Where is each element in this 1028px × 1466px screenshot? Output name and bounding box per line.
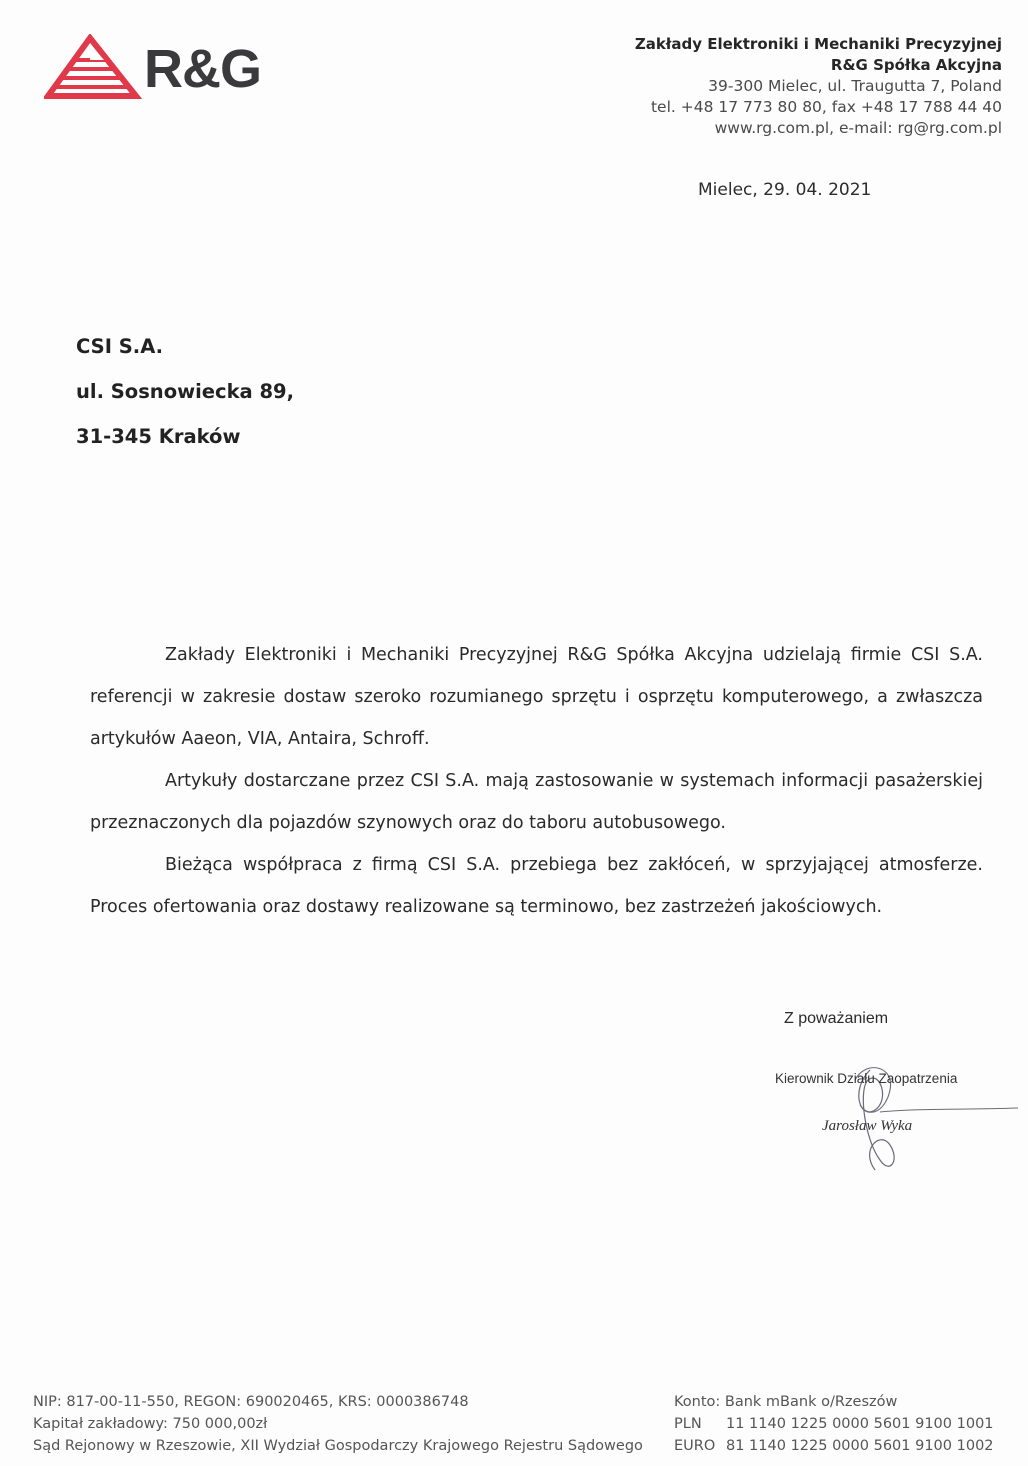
body-paragraph-2: Artykuły dostarczane przez CSI S.A. mają zastosowanie w systemach informacji pasażerskiej przeznaczonych dla pojazdów szynowych oraz do taboru autobusowego. [90, 771, 983, 833]
recipient-address [76, 332, 294, 467]
company-name-line1: Zakłady Elektroniki i Mechaniki Precyzyjnej [634, 35, 1002, 53]
body-paragraph-3: Bieżąca współpraca z firmą CSI S.A. przebiega bez zakłóceń, w sprzyjającej atmosferze. Proces ofertowania oraz dostawy realizowane są terminowo, bez zastrzeżeń jakościowych. [90, 855, 983, 917]
footer-euro-account [674, 1435, 994, 1457]
closing-greeting: Z poważaniem [784, 1010, 889, 1027]
footer-tax-ids: NIP: 817-00-11-550, REGON: 690020465, KRS: 0000386748 [33, 1394, 469, 1410]
footer-registration [33, 1391, 643, 1457]
euro-label: EURO [674, 1438, 716, 1454]
signatory-role: Kierownik Działu Zaopatrzenia [775, 1071, 958, 1086]
company-name-line2: R&G Spółka Akcyjna [830, 56, 1002, 74]
company-address: 39-300 Mielec, ul. Traugutta 7, Poland [708, 77, 1002, 95]
footer-bank [674, 1391, 994, 1457]
footer-pln-account [674, 1413, 994, 1435]
letter-body [90, 634, 983, 928]
pln-label: PLN [674, 1416, 702, 1432]
footer-bank-name: Konto: Bank mBank o/Rzeszów [674, 1394, 898, 1410]
company-header [635, 34, 1002, 139]
recipient-name: CSI S.A. [76, 335, 164, 358]
footer-capital: Kapitał zakładowy: 750 000,00zł [33, 1416, 268, 1432]
pln-number: 11 1140 1225 0000 5601 9100 1001 [726, 1416, 994, 1432]
logo-wordmark: R&G [144, 39, 261, 99]
logo-triangle-icon [44, 34, 144, 100]
footer-court: Sąd Rejonowy w Rzeszowie, XII Wydział Gospodarczy Krajowego Rejestru Sądowego [33, 1438, 643, 1454]
signatory-name: Jarosław Wyka [822, 1118, 913, 1134]
company-web: www.rg.com.pl, e-mail: rg@rg.com.pl [714, 119, 1002, 137]
handwritten-signature [820, 1050, 1020, 1180]
body-paragraph-1: Zakłady Elektroniki i Mechaniki Precyzyjnej R&G Spółka Akcyjna udzielają firmie CSI S.A. referencji w zakresie dostaw szeroko rozumianego sprzętu i osprzętu komputerowego, a zwłaszcza artykułów Aaeon, VIA, Antaira, Schroff. [90, 645, 983, 749]
recipient-city: 31-345 Kraków [76, 425, 241, 448]
euro-number: 81 1140 1225 0000 5601 9100 1002 [726, 1438, 994, 1454]
letter-date: Mielec, 29. 04. 2021 [698, 180, 872, 200]
company-phone: tel. +48 17 773 80 80, fax +48 17 788 44 40 [650, 98, 1002, 116]
recipient-street: ul. Sosnowiecka 89, [76, 380, 295, 403]
company-logo [44, 34, 274, 104]
